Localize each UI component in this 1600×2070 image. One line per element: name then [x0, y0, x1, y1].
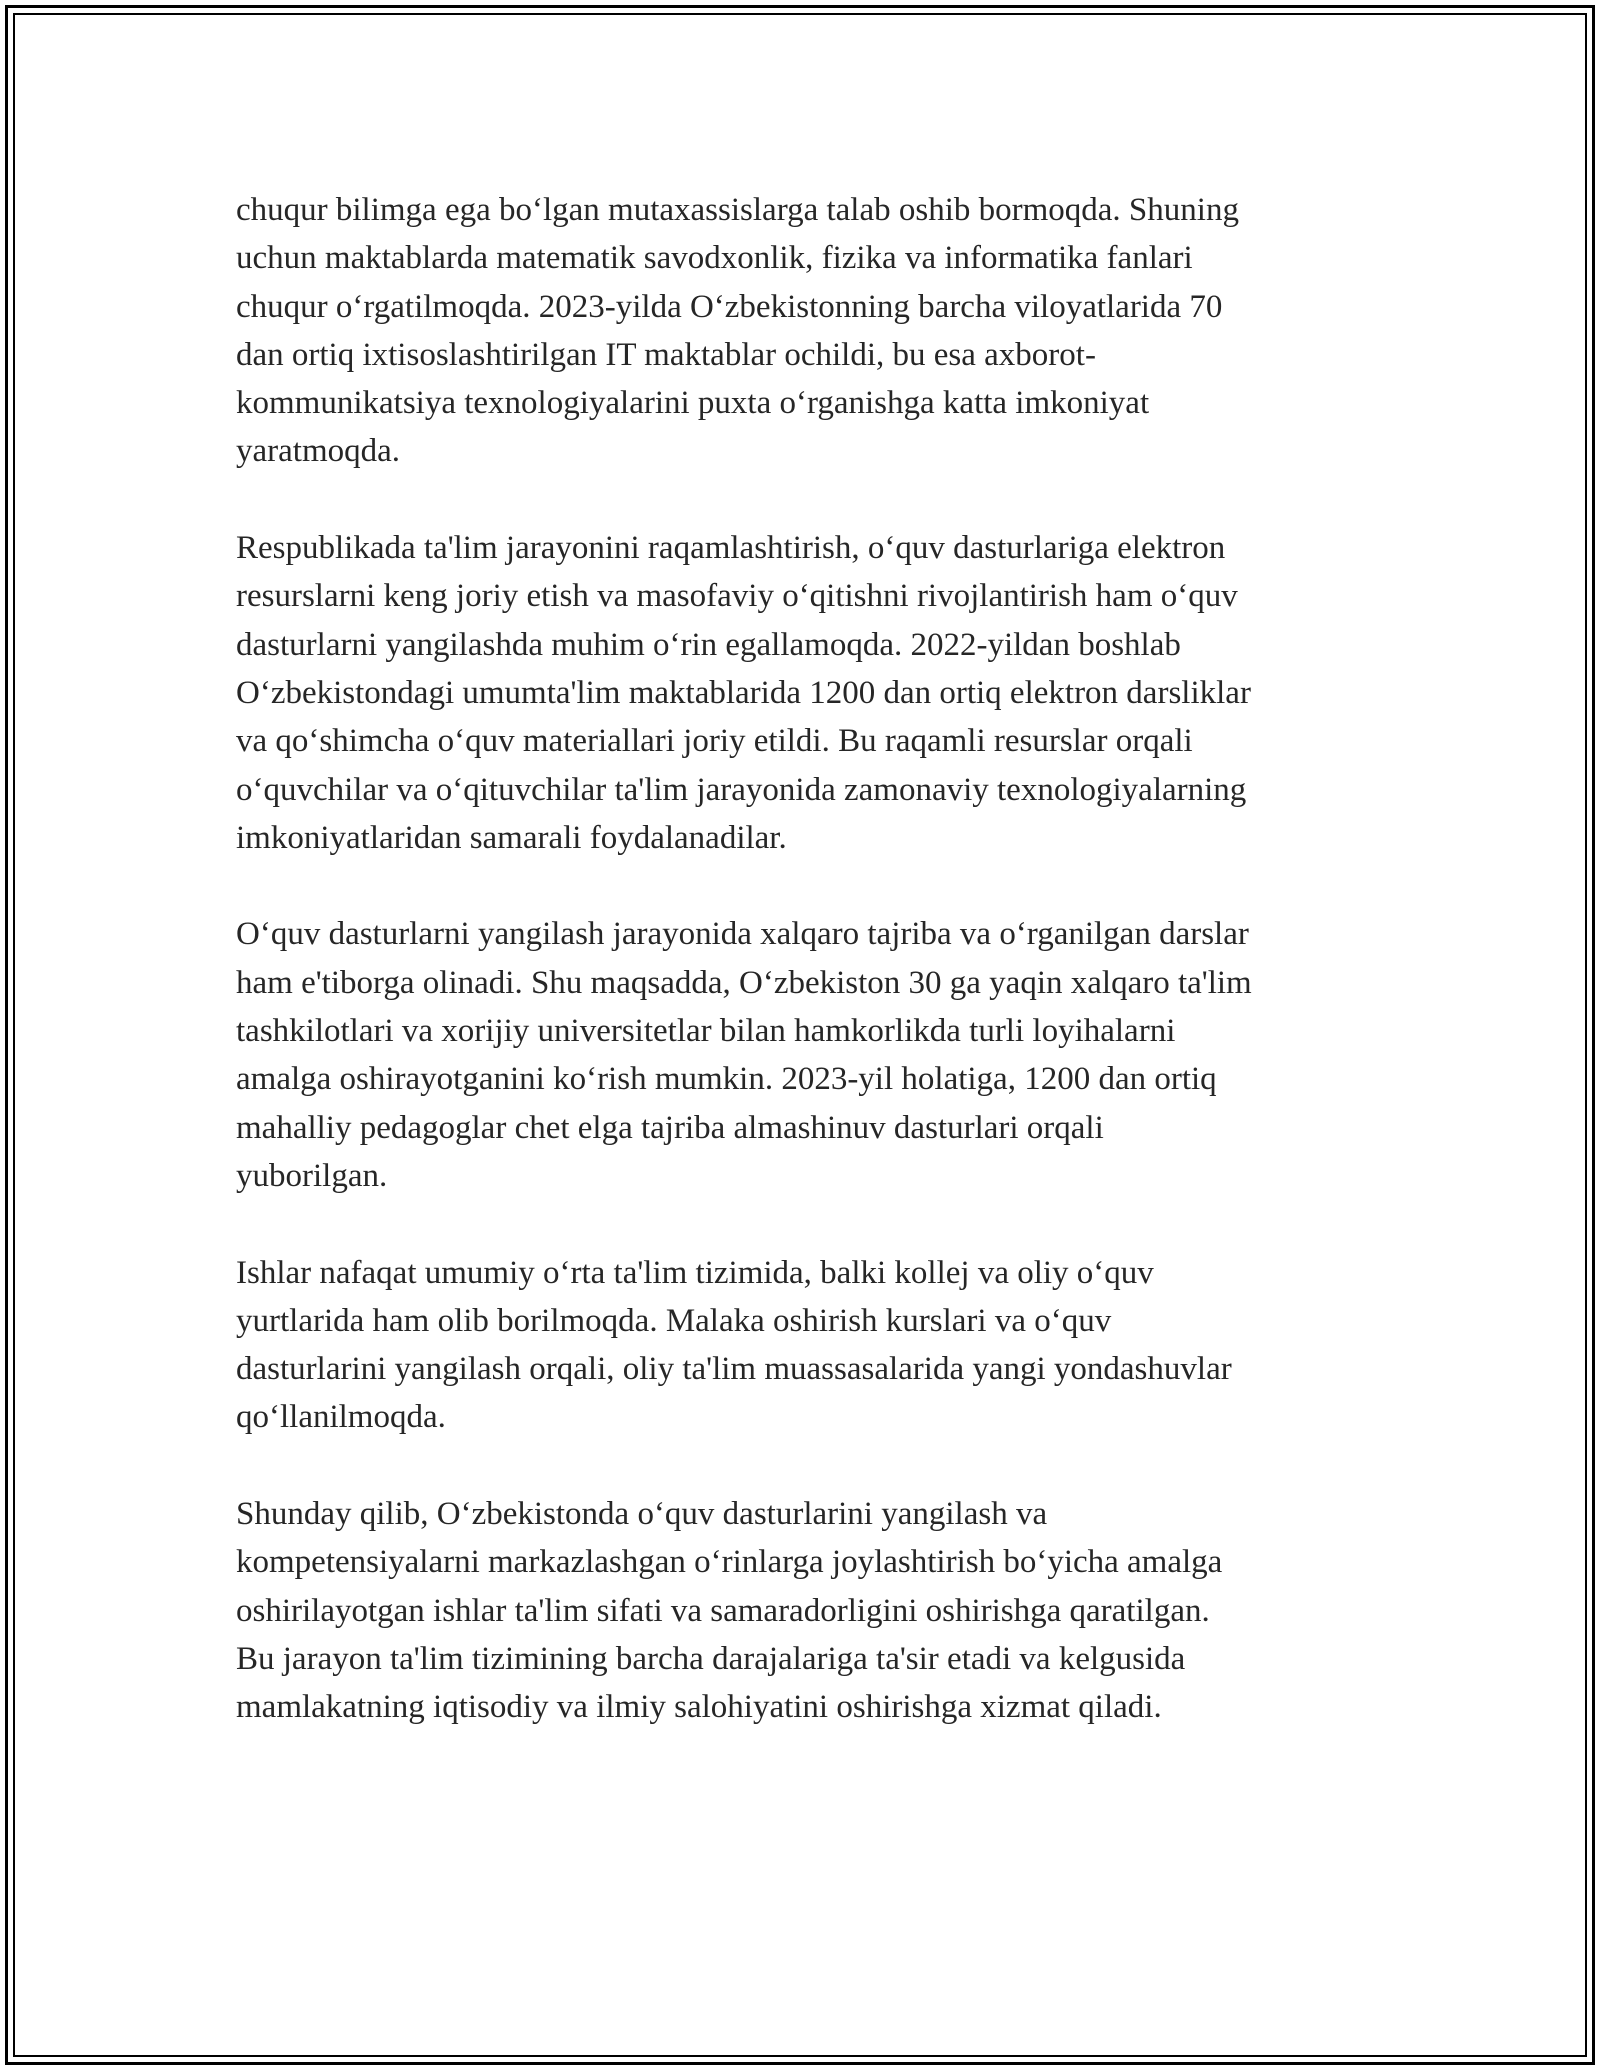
paragraph-4: Ishlar nafaqat umumiy o‘rta ta'lim tizimida, balki kollej va oliy o‘quv yurtlarida ham olib borilmoqda. Malaka oshirish kurslari va o‘quv dasturlarini yangilash orqali, oliy ta'lim muassasalarida yangi yondashuvlar qo‘llanilmoqda. [236, 1254, 1232, 1436]
paragraph-1: chuqur bilimga ega bo‘lgan mutaxassislarga talab oshib bormoqda. Shuning uchun maktablarda matematik savodxonlik, fizika va informatika fanlari chuqur o‘rgatilmoqda. 2023-yilda O‘zbekistonning barcha viloyatlarida 70 dan ortiq ixtisoslashtirilgan IT maktablar ochildi, bu esa axborot- kommunikatsiya texnologiyalarini puxta o‘rganishga katta imkoniyat yaratmoqda. [236, 192, 1239, 470]
paragraph-3: O‘quv dasturlarni yangilash jarayonida xalqaro tajriba va o‘rganilgan darslar ham e'tiborga olinadi. Shu maqsadda, O‘zbekiston 30 ga yaqin xalqaro ta'lim tashkilotlari va xorijiy universitetlar bilan hamkorlikda turli loyihalarni amalga oshirayotganini ko‘rish mumkin. 2023-yil holatiga, 1200 dan ortiq mahalliy pedagoglar chet elga tajriba almashinuv dasturlari orqali yuborilgan. [236, 916, 1252, 1194]
document-body [236, 186, 1376, 1780]
paragraph-5: Shunday qilib, O‘zbekistonda o‘quv dasturlarini yangilash va kompetensiyalarni markazlashgan o‘rinlarga joylashtirish bo‘yicha amalga oshirilayotgan ishlar ta'lim sifati va samaradorligini oshirishga qaratilgan. Bu jarayon ta'lim tizimining barcha darajalariga ta'sir etadi va kelgusida mamlakatning iqtisodiy va ilmiy salohiyatini oshirishga xizmat qiladi. [236, 1496, 1223, 1726]
paragraph-2: Respublikada ta'lim jarayonini raqamlashtirish, o‘quv dasturlariga elektron resurslarni keng joriy etish va masofaviy o‘qitishni rivojlantirish ham o‘quv dasturlarni yangilashda muhim o‘rin egallamoqda. 2022-yildan boshlab O‘zbekistondagi umumta'lim maktablarida 1200 dan ortiq elektron darsliklar va qo‘shimcha o‘quv materiallari joriy etildi. Bu raqamli resurslar orqali o‘quvchilar va o‘qituvchilar ta'lim jarayonida zamonaviy texnologiyalarning imkoniyatlaridan samarali foydalanadilar. [236, 530, 1251, 856]
